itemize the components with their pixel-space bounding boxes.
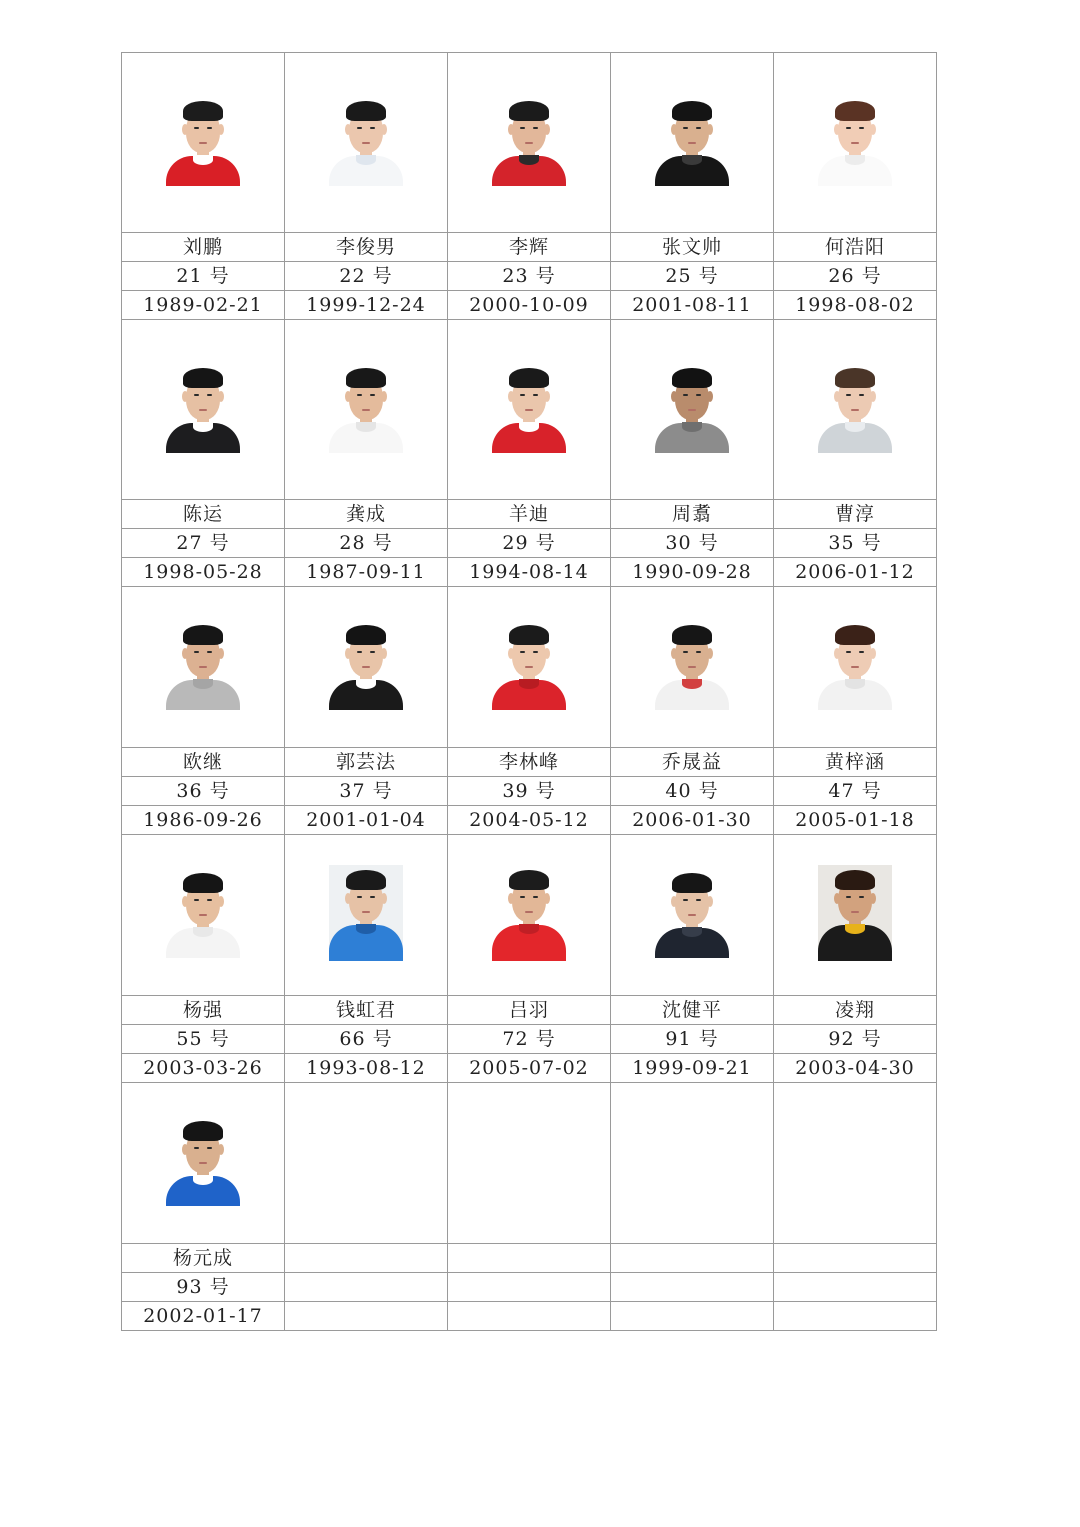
player-birthdate: 1993-08-12 bbox=[285, 1054, 448, 1083]
player-photo bbox=[492, 865, 566, 961]
number-row bbox=[122, 529, 937, 558]
player-name: 欧继 bbox=[122, 748, 285, 777]
empty-cell bbox=[285, 1244, 448, 1273]
birthdate-row bbox=[122, 806, 937, 835]
photo-row bbox=[122, 587, 937, 748]
empty-cell bbox=[774, 1273, 937, 1302]
player-name: 杨强 bbox=[122, 996, 285, 1025]
number-row bbox=[122, 1273, 937, 1302]
player-name: 凌翔 bbox=[774, 996, 937, 1025]
player-photo bbox=[655, 868, 729, 958]
player-roster-table bbox=[121, 52, 937, 1331]
player-number: 29 号 bbox=[448, 529, 611, 558]
player-name: 李俊男 bbox=[285, 233, 448, 262]
player-number: 55 号 bbox=[122, 1025, 285, 1054]
birthdate-row bbox=[122, 1054, 937, 1083]
player-birthdate: 2000-10-09 bbox=[448, 291, 611, 320]
number-row bbox=[122, 262, 937, 291]
player-name: 吕羽 bbox=[448, 996, 611, 1025]
empty-cell bbox=[611, 1273, 774, 1302]
player-number: 25 号 bbox=[611, 262, 774, 291]
player-photo bbox=[166, 1116, 240, 1206]
player-birthdate: 2005-07-02 bbox=[448, 1054, 611, 1083]
player-name: 沈健平 bbox=[611, 996, 774, 1025]
player-name: 龚成 bbox=[285, 500, 448, 529]
player-number: 35 号 bbox=[774, 529, 937, 558]
player-photo bbox=[329, 865, 403, 961]
empty-cell bbox=[774, 1244, 937, 1273]
player-name: 刘鹏 bbox=[122, 233, 285, 262]
player-photo bbox=[818, 620, 892, 710]
player-photo-cell bbox=[611, 53, 774, 233]
photo-row bbox=[122, 53, 937, 233]
empty-cell bbox=[611, 1302, 774, 1331]
empty-cell bbox=[285, 1273, 448, 1302]
number-row bbox=[122, 1025, 937, 1054]
empty-cell bbox=[611, 1083, 774, 1244]
player-birthdate: 2006-01-30 bbox=[611, 806, 774, 835]
player-birthdate: 1994-08-14 bbox=[448, 558, 611, 587]
player-number: 91 号 bbox=[611, 1025, 774, 1054]
player-photo-cell bbox=[122, 53, 285, 233]
name-row bbox=[122, 233, 937, 262]
player-photo-cell bbox=[448, 587, 611, 748]
player-name: 张文帅 bbox=[611, 233, 774, 262]
player-number: 92 号 bbox=[774, 1025, 937, 1054]
player-photo-cell bbox=[122, 1083, 285, 1244]
player-name: 黄梓涵 bbox=[774, 748, 937, 777]
player-number: 47 号 bbox=[774, 777, 937, 806]
photo-row bbox=[122, 835, 937, 996]
player-birthdate: 1987-09-11 bbox=[285, 558, 448, 587]
player-birthdate: 1989-02-21 bbox=[122, 291, 285, 320]
player-birthdate: 2004-05-12 bbox=[448, 806, 611, 835]
player-number: 26 号 bbox=[774, 262, 937, 291]
player-birthdate: 1999-12-24 bbox=[285, 291, 448, 320]
player-name: 何浩阳 bbox=[774, 233, 937, 262]
player-photo bbox=[655, 620, 729, 710]
player-photo bbox=[492, 620, 566, 710]
player-name: 李辉 bbox=[448, 233, 611, 262]
player-number: 66 号 bbox=[285, 1025, 448, 1054]
player-birthdate: 1998-08-02 bbox=[774, 291, 937, 320]
player-number: 28 号 bbox=[285, 529, 448, 558]
player-number: 36 号 bbox=[122, 777, 285, 806]
player-photo-cell bbox=[448, 320, 611, 500]
player-photo-cell bbox=[611, 835, 774, 996]
player-name: 郭芸法 bbox=[285, 748, 448, 777]
birthdate-row bbox=[122, 558, 937, 587]
player-photo bbox=[818, 96, 892, 186]
empty-cell bbox=[448, 1244, 611, 1273]
player-number: 23 号 bbox=[448, 262, 611, 291]
player-photo-cell bbox=[448, 835, 611, 996]
name-row bbox=[122, 500, 937, 529]
player-photo bbox=[492, 363, 566, 453]
player-name: 钱虹君 bbox=[285, 996, 448, 1025]
player-number: 30 号 bbox=[611, 529, 774, 558]
player-photo-cell bbox=[611, 320, 774, 500]
player-name: 陈运 bbox=[122, 500, 285, 529]
empty-cell bbox=[448, 1083, 611, 1244]
birthdate-row bbox=[122, 1302, 937, 1331]
player-photo-cell bbox=[774, 587, 937, 748]
empty-cell bbox=[611, 1244, 774, 1273]
player-photo-cell bbox=[122, 320, 285, 500]
player-number: 93 号 bbox=[122, 1273, 285, 1302]
player-photo bbox=[166, 620, 240, 710]
player-birthdate: 2001-01-04 bbox=[285, 806, 448, 835]
player-birthdate: 2002-01-17 bbox=[122, 1302, 285, 1331]
player-photo bbox=[166, 96, 240, 186]
player-number: 21 号 bbox=[122, 262, 285, 291]
player-number: 27 号 bbox=[122, 529, 285, 558]
name-row bbox=[122, 748, 937, 777]
player-photo bbox=[329, 363, 403, 453]
player-birthdate: 1986-09-26 bbox=[122, 806, 285, 835]
player-birthdate: 1998-05-28 bbox=[122, 558, 285, 587]
player-name: 乔晟益 bbox=[611, 748, 774, 777]
empty-cell bbox=[285, 1302, 448, 1331]
empty-cell bbox=[285, 1083, 448, 1244]
player-photo-cell bbox=[285, 835, 448, 996]
player-birthdate: 2005-01-18 bbox=[774, 806, 937, 835]
player-photo-cell bbox=[774, 835, 937, 996]
player-photo bbox=[166, 868, 240, 958]
empty-cell bbox=[448, 1302, 611, 1331]
player-photo bbox=[329, 620, 403, 710]
empty-cell bbox=[448, 1273, 611, 1302]
player-birthdate: 1990-09-28 bbox=[611, 558, 774, 587]
player-name: 周翥 bbox=[611, 500, 774, 529]
player-birthdate: 2006-01-12 bbox=[774, 558, 937, 587]
player-birthdate: 2003-03-26 bbox=[122, 1054, 285, 1083]
player-photo bbox=[818, 363, 892, 453]
empty-cell bbox=[774, 1083, 937, 1244]
player-birthdate: 2003-04-30 bbox=[774, 1054, 937, 1083]
player-photo bbox=[655, 363, 729, 453]
player-photo bbox=[492, 96, 566, 186]
player-photo-cell bbox=[774, 320, 937, 500]
player-photo-cell bbox=[285, 320, 448, 500]
player-birthdate: 1999-09-21 bbox=[611, 1054, 774, 1083]
player-name: 杨元成 bbox=[122, 1244, 285, 1273]
photo-row bbox=[122, 320, 937, 500]
name-row bbox=[122, 1244, 937, 1273]
player-name: 李林峰 bbox=[448, 748, 611, 777]
player-number: 22 号 bbox=[285, 262, 448, 291]
player-photo-cell bbox=[448, 53, 611, 233]
player-photo-cell bbox=[285, 53, 448, 233]
player-number: 39 号 bbox=[448, 777, 611, 806]
player-photo bbox=[166, 363, 240, 453]
player-photo-cell bbox=[774, 53, 937, 233]
player-number: 72 号 bbox=[448, 1025, 611, 1054]
photo-row bbox=[122, 1083, 937, 1244]
player-photo-cell bbox=[122, 835, 285, 996]
player-photo bbox=[655, 96, 729, 186]
number-row bbox=[122, 777, 937, 806]
birthdate-row bbox=[122, 291, 937, 320]
player-photo bbox=[329, 96, 403, 186]
player-photo-cell bbox=[122, 587, 285, 748]
player-photo-cell bbox=[285, 587, 448, 748]
name-row bbox=[122, 996, 937, 1025]
player-number: 37 号 bbox=[285, 777, 448, 806]
player-birthdate: 2001-08-11 bbox=[611, 291, 774, 320]
player-photo bbox=[818, 865, 892, 961]
player-number: 40 号 bbox=[611, 777, 774, 806]
player-name: 曹淳 bbox=[774, 500, 937, 529]
player-photo-cell bbox=[611, 587, 774, 748]
empty-cell bbox=[774, 1302, 937, 1331]
player-name: 羊迪 bbox=[448, 500, 611, 529]
